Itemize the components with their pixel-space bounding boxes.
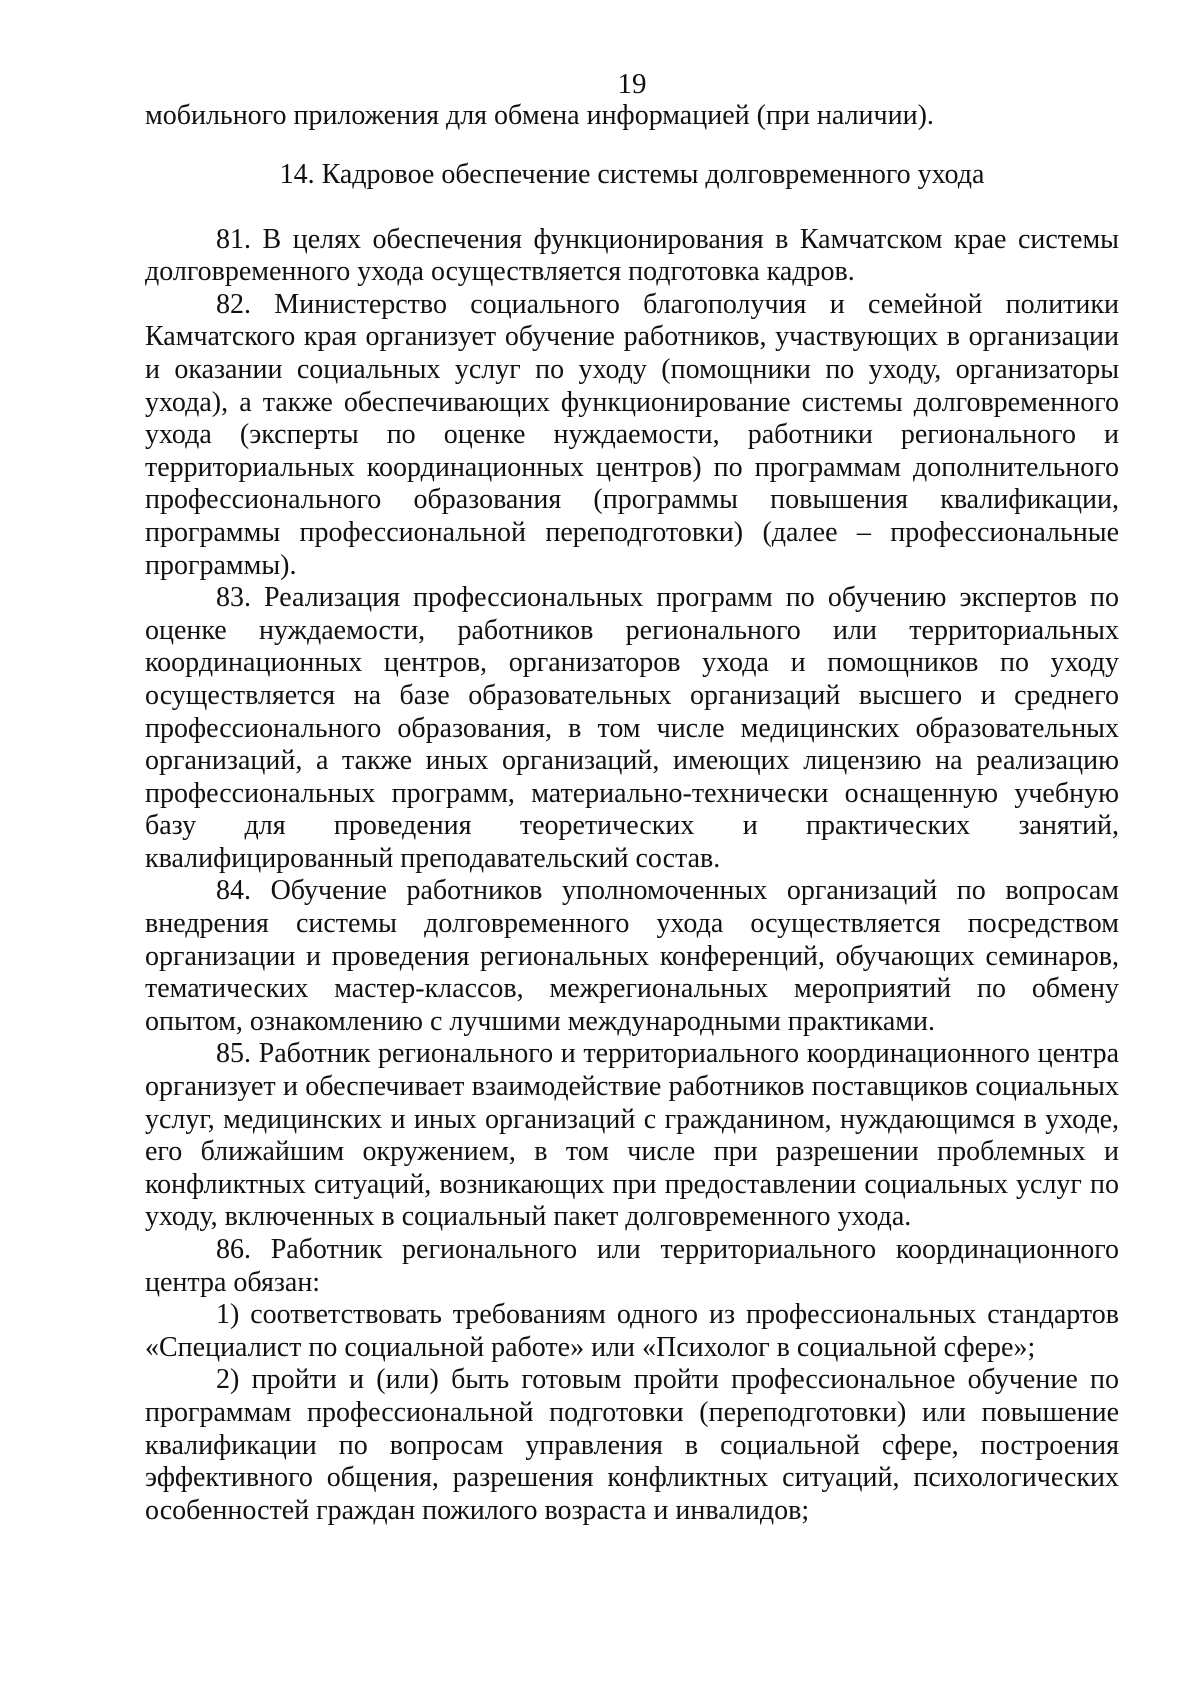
paragraph-85: 85. Работник регионального и территориального координационного центра организует и обеспечивает взаимодействие работников поставщиков социальных услуг, медицинских и иных организаций с гражданином, нуждающимся в уходе, его ближайшим окружением, в том числе при разрешении проблемных и конфликтных ситуаций, возникающих при предоставлении социальных услуг по уходу, включенных в социальный пакет долговременного ухода.: [145, 1038, 1119, 1233]
section-heading: 14. Кадровое обеспечение системы долговременного ухода: [279, 158, 985, 190]
list-item-2: 2) пройти и (или) быть готовым пройти профессиональное обучение по программам профессиональной подготовки (переподготовки) или повышение квалификации по вопросам управления в социальной сфере, построения эффективного общения, разрешения конфликтных ситуаций, психологических особенностей граждан пожилого возраста и инвалидов;: [145, 1364, 1119, 1526]
paragraph-86: 86. Работник регионального или территориального координационного центра обязан:: [145, 1234, 1119, 1298]
continuation-paragraph: мобильного приложения для обмена информацией (при наличии).: [145, 100, 934, 131]
paragraph-84: 84. Обучение работников уполномоченных организаций по вопросам внедрения системы долговременного ухода осуществляется посредством организации и проведения региональных конференций, обучающих семинаров, тематических мастер-классов, межрегиональных мероприятий по обмену опытом, ознакомлению с лучшими международными практиками.: [145, 875, 1119, 1037]
paragraph-81: 81. В целях обеспечения функционирования в Камчатском крае системы долговременного ухода осуществляется подготовка кадров.: [145, 223, 1119, 288]
paragraph-83: 83. Реализация профессиональных программ по обучению экспертов по оценке нуждаемости, работников регионального или территориальных координационных центров, организаторов ухода и помощников по уходу осуществляется на базе образовательных организаций высшего и среднего профессионального образования, в том числе медицинских образовательных организаций, а также иных организаций, имеющих лицензию на реализацию профессиональных программ, материально-технически оснащенную учебную базу для проведения теоретических и практических занятий, квалифицированный преподавательский состав.: [145, 582, 1119, 874]
page-number: 19: [617, 68, 647, 100]
paragraph-82: 82. Министерство социального благополучия и семейной политики Камчатского края организует обучение работников, участвующих в организации и оказании социальных услуг по уходу (помощники по уходу, организаторы ухода), а также обеспечивающих функционирование системы долговременного ухода (эксперты по оценке нуждаемости, работники регионального и территориальных координационных центров) по программам дополнительного профессионального образования (программы повышения квалификации, программы профессиональной переподготовки) (далее – профессиональные программы).: [145, 288, 1119, 581]
document-page: [145, 68, 1119, 1527]
list-item-1: 1) соответствовать требованиям одного из профессиональных стандартов «Специалист по социальной работе» или «Психолог в социальной сфере»;: [145, 1299, 1119, 1363]
